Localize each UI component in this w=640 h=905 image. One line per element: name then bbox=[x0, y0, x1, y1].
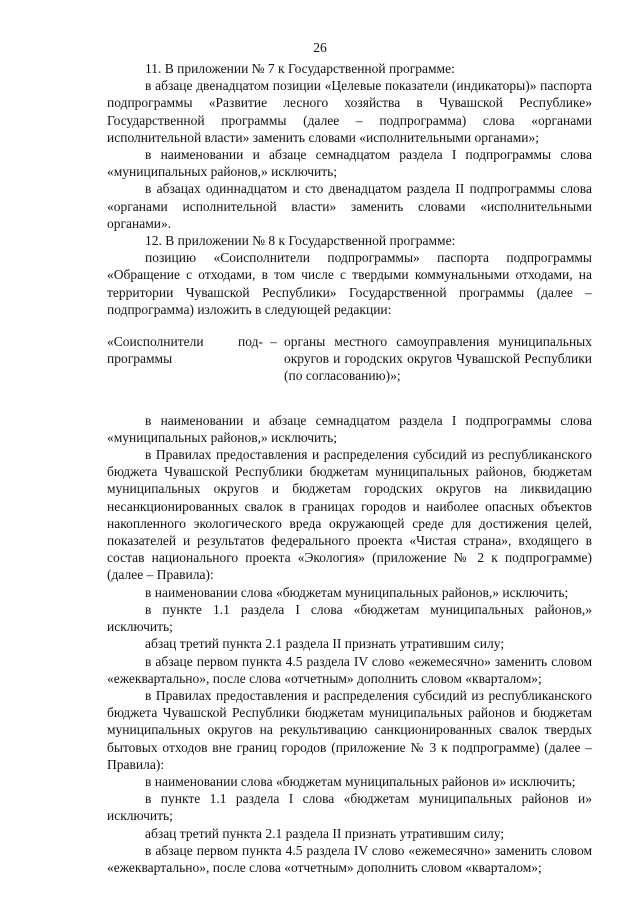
paragraph: в наименовании слова «бюджетам муниципальных районов,» исключить; bbox=[145, 584, 569, 600]
paragraph: в пункте 1.1 раздела I слова «бюджетам муниципальных районов,» исключить; bbox=[107, 601, 592, 635]
paragraph: в абзаце двенадцатом позиции «Целевые показатели (индикаторы)» паспорта подпрограммы «Развитие лесного хозяйства в Чувашской Республике» Государственной программы (далее – подпрограмма) слова «органами исполнительной власти» заменить словами «исполнительными органами»; bbox=[107, 78, 592, 145]
paragraph: в наименовании слова «бюджетам муниципальных районов и» исключить; bbox=[145, 773, 576, 789]
spacer bbox=[107, 318, 592, 333]
paragraph: в пункте 1.1 раздела I слова «бюджетам муниципальных районов и» исключить; bbox=[107, 791, 592, 824]
paragraph: в абзаце первом пункта 4.5 раздела IV слово «ежемесячно» заменить словом «ежеквартально», после слова «отчетным» дополнить словом «кварталом»; bbox=[107, 653, 592, 686]
paragraph: абзац третий пункта 2.1 раздела II признать утратившим силу; bbox=[145, 825, 505, 841]
passport-label bbox=[107, 333, 263, 367]
paragraph: позицию «Соисполнители подпрограммы» паспорта подпрограммы «Обращение с отходами, в том числе с твердыми коммунальными отходами, на территории Чувашской Республики» Государственной программы (далее – подпрограмма) изложить в следующей редакции: bbox=[107, 250, 592, 317]
passport-label-line-1: «Соисполнители под- bbox=[107, 334, 263, 350]
paragraph: абзац третий пункта 2.1 раздела II признать утратившим силу; bbox=[145, 636, 505, 652]
paragraph-item-11: 11. В приложении № 7 к Государственной программе: bbox=[145, 61, 455, 76]
paragraph: в Правилах предоставления и распределения субсидий из республиканского бюджета Чувашской Республики бюджетам муниципальных районов, бюджетам муниципальных округов и бюджетам городских округов на ликвидацию несанкционированных свалок в границах городов и наиболее опасных объектов накопленного экологического вреда окружающей среде для достижения целей, показателей и результатов федерального проекта «Чистая страна», входящего в состав национального проекта «Экология» (приложение № 2 к подпрограмме) (далее – Правила): bbox=[107, 447, 592, 583]
paragraph: в Правилах предоставления и распределения субсидий из республиканского бюджета Чувашской Республики бюджетам муниципальных районов и бюджетам муниципальных округов на рекультивацию санкционированных свалок твердых бытовых отходов вне границ городов (приложение № 3 к подпрограмме) (далее – Правила): bbox=[107, 687, 592, 772]
page-number: 26 bbox=[313, 40, 327, 55]
passport-value: органы местного самоуправления муниципальных округов и городских округов Чувашской Республики (по согласованию)»; bbox=[284, 334, 592, 384]
spacer bbox=[107, 385, 592, 412]
passport-position-table bbox=[107, 333, 592, 385]
paragraph: в абзаце первом пункта 4.5 раздела IV слово «ежемесячно» заменить словом «ежеквартально», после слова «отчетным» дополнить словом «кварталом»; bbox=[107, 842, 592, 875]
passport-dash: – bbox=[270, 334, 277, 350]
passport-label-line-2: программы bbox=[107, 351, 173, 367]
document-body bbox=[107, 60, 592, 876]
paragraph-item-12: 12. В приложении № 8 к Государственной программе: bbox=[145, 233, 456, 249]
paragraph: в наименовании и абзаце семнадцатом раздела I подпрограммы слова «муниципальных районов,» исключить; bbox=[107, 412, 592, 445]
paragraph: в наименовании и абзаце семнадцатом раздела I подпрограммы слова «муниципальных районов,» исключить; bbox=[107, 147, 592, 180]
paragraph: в абзацах одиннадцатом и сто двенадцатом раздела II подпрограммы слова «органами исполнительной власти» заменить словами «исполнительными органами». bbox=[107, 181, 592, 231]
